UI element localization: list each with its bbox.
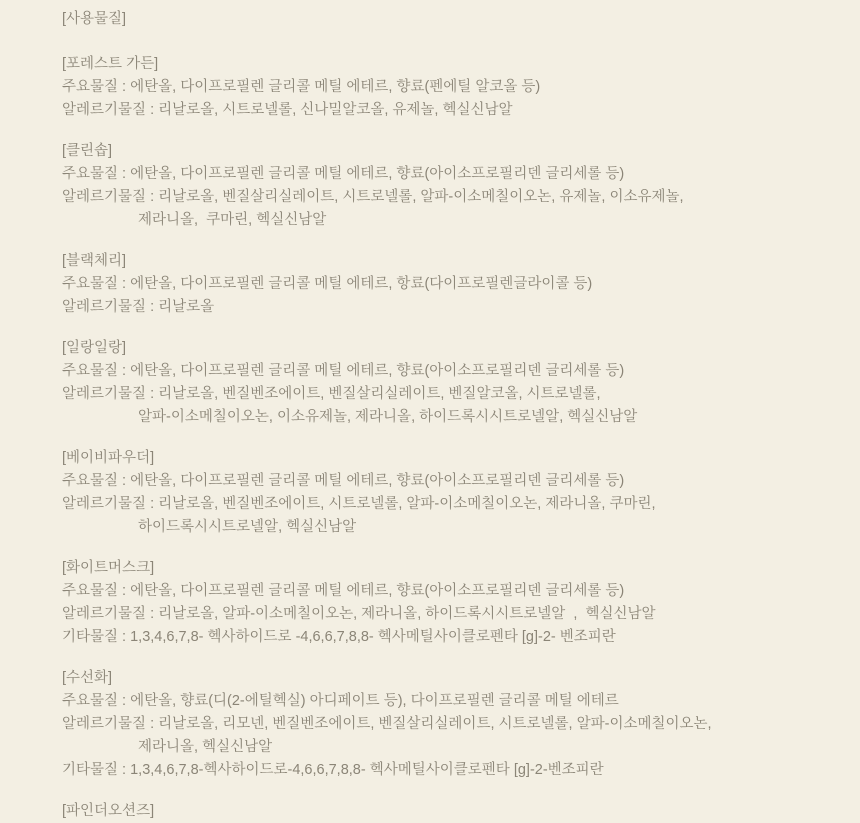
ingredient-line: 기타물질 : 1,3,4,6,7,8- 헥사하이드로 -4,6,6,7,8,8- 헥사메틸사이클로펜타 [g]-2- 벤조피란 <box>62 629 616 645</box>
ingredient-line: 알레르기물질 : 리날로올, 벤질살리실레이트, 시트로넬롤, 알파-이소메칠이오논, 유제놀, 이소유제놀, <box>62 189 684 205</box>
product-heading: [수선화] <box>62 670 113 686</box>
product-heading: [일랑일랑] <box>62 340 127 356</box>
product-heading: [클린솝] <box>62 143 113 159</box>
sections-container <box>62 53 860 823</box>
ingredient-line-continued: 하이드록시시트로넬알, 헥실신남알 <box>138 519 357 535</box>
product-heading: [블랙체리] <box>62 253 127 269</box>
ingredient-line: 알레르기물질 : 리날로올 <box>62 299 215 315</box>
ingredient-line: 알레르기물질 : 리날로올, 알파-이소메칠이오논, 제라니올, 하이드록시시트로넬알 , 헥실신남알 <box>62 606 656 622</box>
ingredient-line: 주요물질 : 에탄올, 다이프로필렌 글리콜 메틸 에테르, 향료(아이소프로필리덴 글리세롤 등) <box>62 473 625 489</box>
ingredient-line: 주요물질 : 에탄올, 다이프로필렌 글리콜 메틸 에테르, 향료(아이소프로필리덴 글리세롤 등) <box>62 363 625 379</box>
ingredient-line: 알레르기물질 : 리날로올, 리모넨, 벤질벤조에이트, 벤질살리실레이트, 시트로넬롤, 알파-이소메칠이오논, <box>62 716 712 732</box>
ingredient-line: 주요물질 : 에탄올, 향료(디(2-에틸헥실) 아디페이트 등), 다이프로필렌 글리콜 메틸 에테르 <box>62 693 619 709</box>
ingredient-line: 주요물질 : 에탄올, 다이프로필렌 글리콜 메틸 에테르, 항료(다이프로필렌글라이콜 등) <box>62 276 593 292</box>
product-heading: [포레스트 가든] <box>62 56 159 72</box>
ingredient-line: 주요물질 : 에탄올, 다이프로필렌 글리콜 메틸 에테르, 향료(펜에틸 알코올 등) <box>62 79 541 95</box>
ingredient-line-continued: 제라니올, 쿠마린, 헥실신남알 <box>138 212 327 228</box>
product-section <box>62 557 860 649</box>
product-section <box>62 337 860 429</box>
product-heading: [베이비파우더] <box>62 450 155 466</box>
ingredient-line: 알레르기물질 : 리날로올, 시트로넬롤, 신나밀알코올, 유제놀, 헥실신남알 <box>62 102 513 118</box>
ingredient-line: 알레르기물질 : 리날로올, 벤질벤조에이트, 벤질살리실레이트, 벤질알코올, 시트로넬롤, <box>62 386 601 402</box>
document-title: [사용물질] <box>62 11 127 27</box>
product-section <box>62 800 860 823</box>
product-section <box>62 140 860 232</box>
product-section <box>62 250 860 319</box>
ingredient-line-continued: 알파-이소메칠이오논, 이소유제놀, 제라니올, 하이드록시시트로넬알, 헥실신남알 <box>138 409 638 425</box>
product-section <box>62 447 860 539</box>
ingredient-line: 주요물질 : 에탄올, 다이프로필렌 글리콜 메틸 에테르, 향료(아이소프로필리덴 글리세롤 등) <box>62 583 625 599</box>
product-section <box>62 667 860 782</box>
ingredient-line: 알레르기물질 : 리날로올, 벤질벤조에이트, 시트로넬롤, 알파-이소메칠이오논, 제라니올, 쿠마린, <box>62 496 656 512</box>
ingredient-line: 기타물질 : 1,3,4,6,7,8-헥사하이드로-4,6,6,7,8,8- 헥사메틸사이클로펜타 [g]-2-벤조피란 <box>62 762 604 778</box>
ingredient-line: 주요물질 : 에탄올, 다이프로필렌 글리콜 메틸 에테르, 향료(아이소프로필리덴 글리세롤 등) <box>62 166 625 182</box>
ingredient-line-continued: 제라니올, 헥실신남알 <box>138 739 273 755</box>
product-heading: [화이트머스크] <box>62 560 155 576</box>
product-section <box>62 53 860 122</box>
product-heading: [파인더오션즈] <box>62 803 155 819</box>
